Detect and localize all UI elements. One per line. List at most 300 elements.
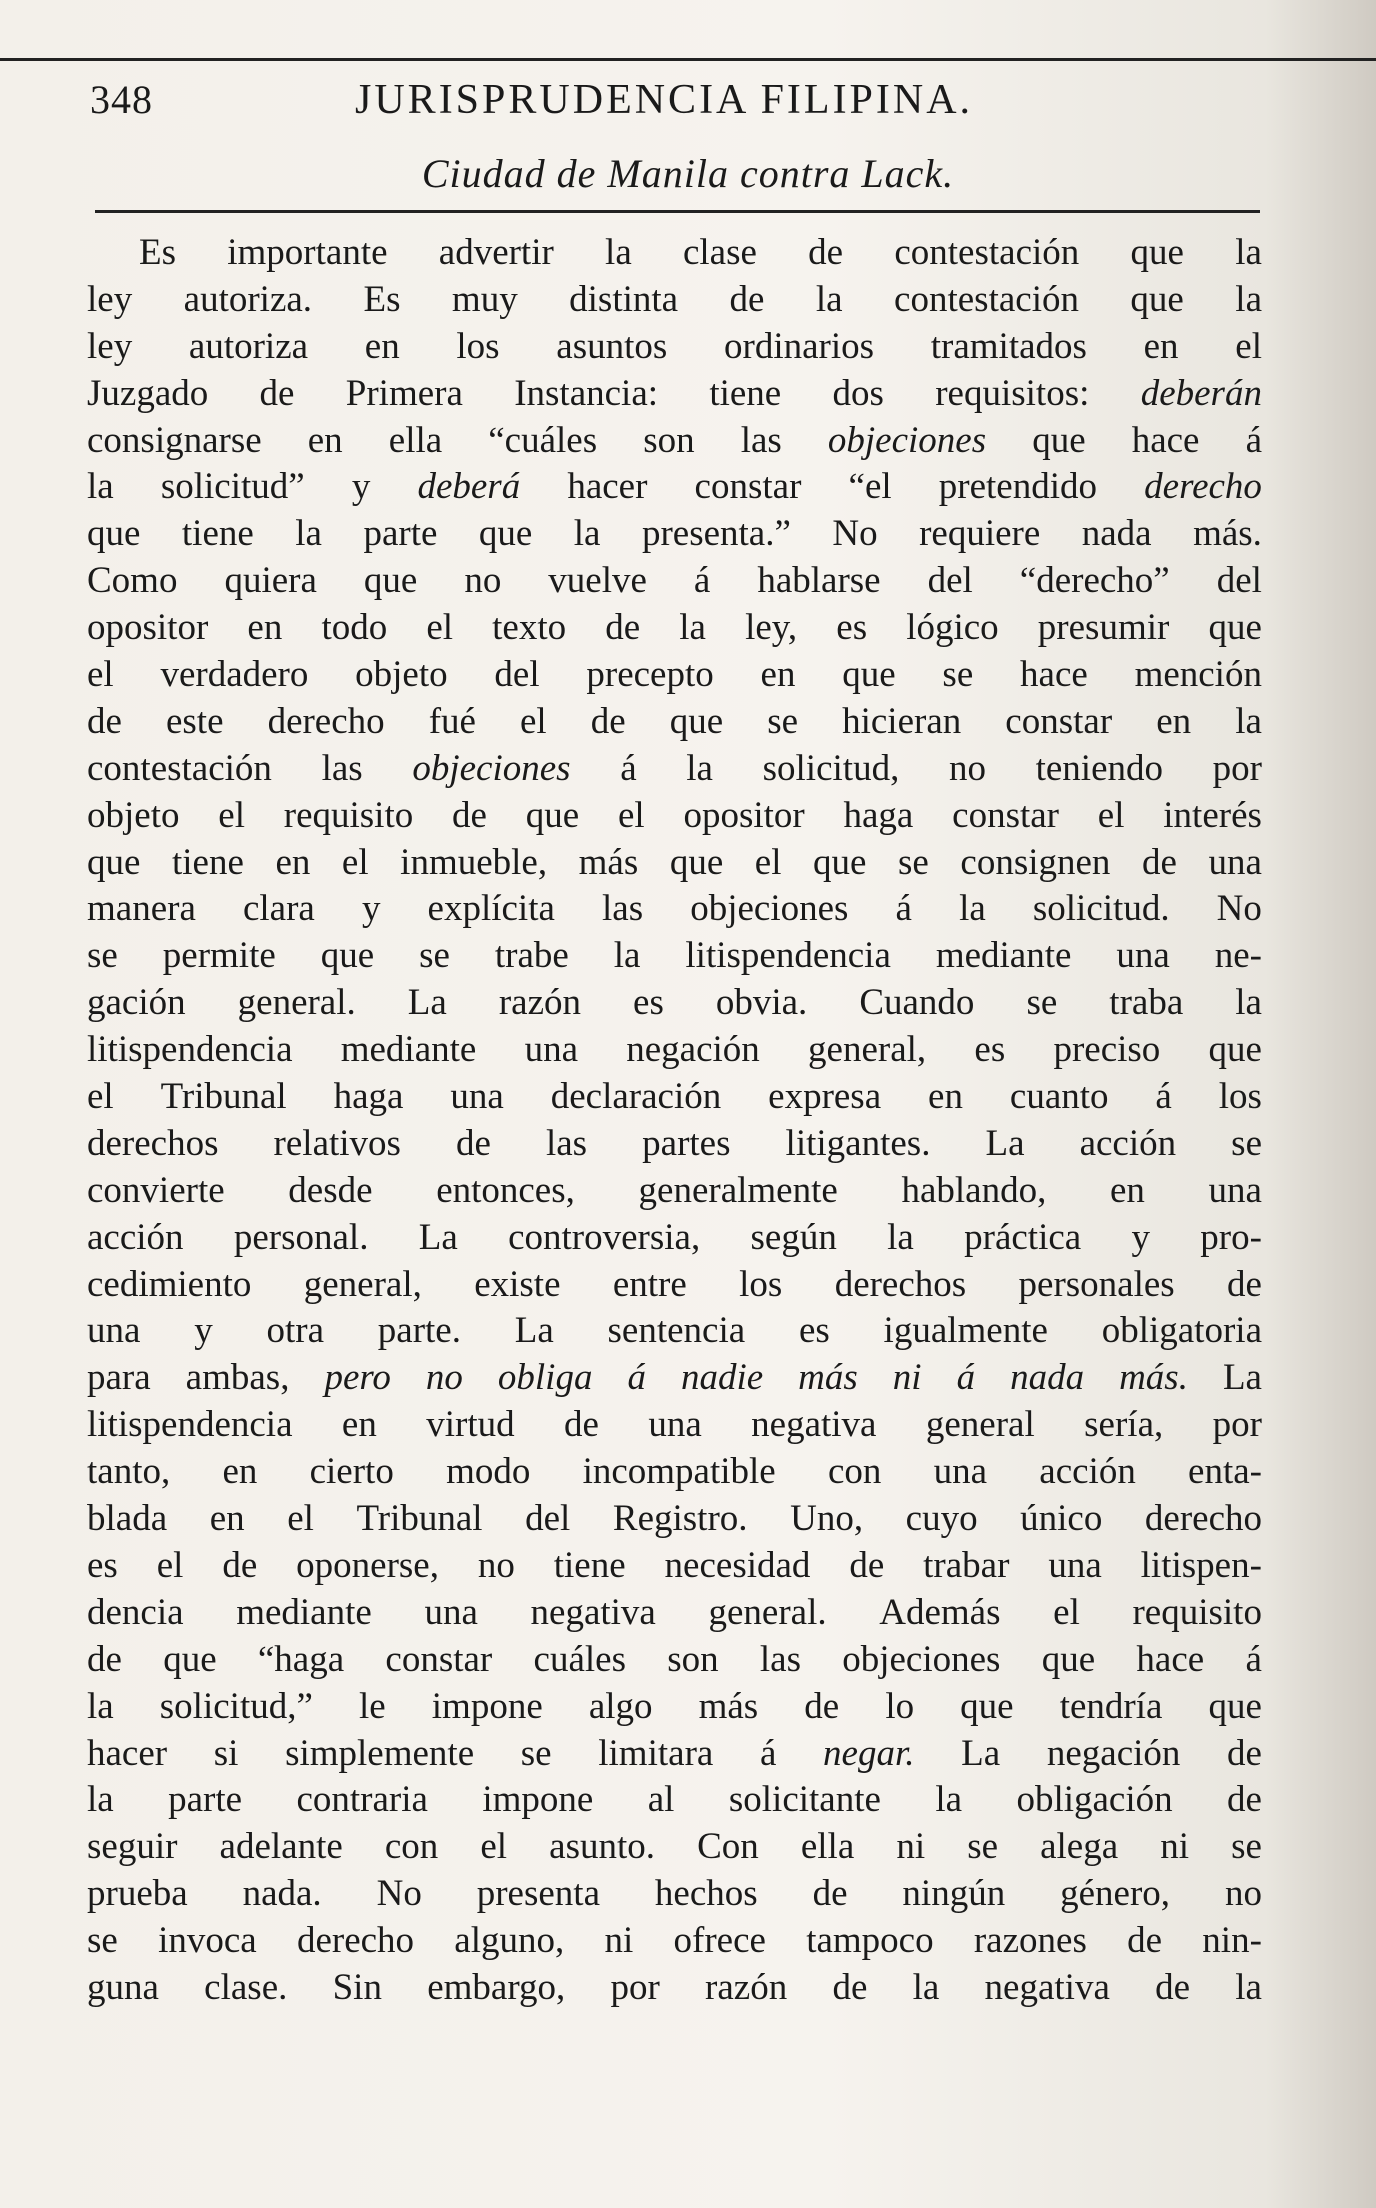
word: ley <box>87 278 133 320</box>
text-line <box>87 793 1262 840</box>
word: litispen- <box>1140 1544 1262 1586</box>
text-line <box>87 1824 1262 1871</box>
word: que <box>87 841 141 883</box>
word: solicitante <box>728 1779 881 1821</box>
word: único <box>1020 1498 1103 1540</box>
word: general. <box>708 1591 827 1633</box>
word: Tribunal <box>160 1076 287 1118</box>
word: una <box>1208 1169 1262 1211</box>
word: tiene <box>171 841 244 883</box>
word: No <box>832 513 878 555</box>
word: presenta.” <box>641 513 791 555</box>
word: ordinarios <box>724 325 875 367</box>
text-line <box>87 1496 1262 1543</box>
word: la <box>87 466 114 508</box>
text-line <box>87 418 1262 465</box>
word: deberá <box>417 466 521 508</box>
word: es <box>633 982 664 1024</box>
word: una <box>87 1310 141 1352</box>
word: manera <box>87 888 196 930</box>
word: el <box>87 654 114 696</box>
word: no <box>477 1544 515 1586</box>
word: más <box>798 1357 858 1399</box>
word: las <box>321 747 363 789</box>
word: objeciones <box>827 419 987 461</box>
word: general <box>925 1404 1035 1446</box>
word: ni <box>604 1920 634 1962</box>
word: se <box>520 1732 552 1774</box>
word: ni <box>896 1826 926 1868</box>
word: por <box>1212 1404 1262 1446</box>
word: La <box>961 1732 1001 1774</box>
word: Registro. <box>612 1498 748 1540</box>
word: de <box>812 1873 848 1915</box>
word: en <box>209 1498 245 1540</box>
word: mención <box>1134 654 1262 696</box>
word: de <box>456 1122 491 1164</box>
word: ella <box>800 1826 855 1868</box>
word: constar <box>694 466 802 508</box>
word: asunto. <box>549 1826 655 1868</box>
word: es <box>87 1544 118 1586</box>
word: parte <box>168 1779 243 1821</box>
word: advertir <box>438 232 554 273</box>
word: que <box>1032 419 1086 461</box>
word: consignarse <box>87 419 262 461</box>
word: según <box>750 1216 837 1258</box>
word: en <box>341 1404 377 1446</box>
case-title: Ciudad de Manila contra Lack. <box>421 151 955 196</box>
word: se <box>967 1826 999 1868</box>
text-line <box>87 1449 1262 1496</box>
word: teniendo <box>1035 747 1164 789</box>
text-line <box>87 464 1262 511</box>
word: práctica <box>964 1216 1082 1258</box>
word: solicitud,” <box>159 1685 313 1727</box>
word: á <box>627 1357 646 1399</box>
word: al <box>647 1779 675 1821</box>
word: una <box>1048 1544 1102 1586</box>
word: La <box>985 1122 1025 1164</box>
word: ni <box>892 1357 922 1399</box>
word: por <box>1212 747 1262 789</box>
word: y <box>1131 1216 1150 1258</box>
word: tiene <box>709 372 782 414</box>
word: objeto <box>355 654 448 696</box>
header-rule <box>95 210 1260 213</box>
word: pero <box>324 1357 391 1399</box>
word: Es <box>363 278 401 320</box>
word: cierto <box>309 1451 394 1493</box>
word: haga <box>333 1076 404 1118</box>
word: alguno, <box>454 1920 565 1962</box>
word: es <box>798 1310 830 1352</box>
word: el <box>1235 325 1262 367</box>
word: á <box>1155 1076 1172 1118</box>
word: de <box>605 607 641 649</box>
word: presumir <box>1037 607 1170 649</box>
text-line <box>87 1543 1262 1590</box>
word: incompatible <box>582 1451 776 1493</box>
word: que <box>813 841 867 883</box>
word: razón <box>498 982 581 1024</box>
word: clase. <box>204 1966 288 2008</box>
word: de <box>564 1404 599 1446</box>
word: y <box>361 888 381 930</box>
word: “haga <box>257 1638 345 1680</box>
word: parte <box>363 513 438 555</box>
word: La <box>418 1216 458 1258</box>
word: á <box>1245 419 1262 461</box>
word: una <box>450 1076 504 1118</box>
word: explícita <box>427 888 555 930</box>
word: hacer <box>87 1732 168 1774</box>
word: La <box>514 1310 554 1352</box>
word: del <box>927 560 973 602</box>
word: que <box>478 513 533 555</box>
word: No <box>376 1873 422 1915</box>
word: litispendencia <box>87 1029 293 1071</box>
word: de <box>1141 841 1177 883</box>
word: “cuáles <box>488 419 598 461</box>
word: la <box>1235 700 1262 742</box>
word: Como <box>87 560 178 602</box>
word: de <box>832 1966 868 2008</box>
word: para <box>87 1357 151 1399</box>
word: existe <box>474 1263 561 1305</box>
word: que <box>1041 1638 1096 1680</box>
word: quiera <box>224 560 317 602</box>
word: ni <box>1160 1826 1189 1868</box>
word: cuanto <box>1009 1076 1109 1118</box>
word: ningún <box>902 1873 1006 1915</box>
word: razones <box>973 1920 1087 1962</box>
word: que <box>842 654 896 696</box>
word: que <box>163 1638 217 1680</box>
word: los <box>456 325 500 367</box>
word: de <box>1155 1966 1191 2008</box>
word: el <box>1053 1591 1080 1633</box>
word: el <box>520 700 547 742</box>
word: contraria <box>296 1779 428 1821</box>
word: Primera <box>345 372 463 414</box>
word: constar <box>385 1638 493 1680</box>
word: en <box>760 654 796 696</box>
text-line <box>87 1402 1262 1449</box>
word: es <box>974 1029 1006 1071</box>
word: traba <box>1109 982 1184 1024</box>
word: de <box>590 700 626 742</box>
word: si <box>213 1732 239 1774</box>
word: á <box>1245 1638 1262 1680</box>
word: de <box>87 700 122 742</box>
word: oponerse, <box>296 1544 439 1586</box>
word: acción <box>1079 1122 1177 1164</box>
word: requisito <box>1132 1591 1262 1633</box>
word: más <box>698 1685 759 1727</box>
word: autoriza <box>188 325 309 367</box>
word: limitara <box>598 1732 714 1774</box>
word: hace <box>1136 1638 1205 1680</box>
word: los <box>1218 1076 1262 1118</box>
word: modo <box>446 1451 531 1493</box>
word: objeciones <box>412 747 571 789</box>
word: las <box>740 419 782 461</box>
word: de <box>729 278 765 320</box>
word: la <box>573 513 601 555</box>
word: guna <box>87 1966 159 2008</box>
word: hace <box>1020 654 1088 696</box>
word: á <box>895 888 912 930</box>
word: impone <box>482 1779 594 1821</box>
text-line <box>87 1637 1262 1684</box>
word: de <box>222 1544 258 1586</box>
word: de <box>849 1544 885 1586</box>
word: nada <box>1010 1357 1085 1399</box>
word: distinta <box>569 278 679 320</box>
word: á <box>759 1732 777 1774</box>
word: consignen <box>960 841 1111 883</box>
word: se <box>1026 982 1058 1024</box>
word: el <box>617 794 645 836</box>
word: ley <box>87 325 133 367</box>
word: lógico <box>906 607 999 649</box>
word: general. <box>237 982 356 1024</box>
word: nin- <box>1202 1920 1262 1962</box>
word: contestación <box>894 232 1080 273</box>
word: la <box>887 1216 914 1258</box>
word: objeciones <box>690 888 849 930</box>
word: blada <box>87 1498 168 1540</box>
word: obligación <box>1016 1779 1173 1821</box>
word: que <box>320 935 375 977</box>
text-line <box>87 230 1262 277</box>
word: la <box>679 607 706 649</box>
word: las <box>759 1638 801 1680</box>
word: personal. <box>233 1216 369 1258</box>
word: derecho <box>1144 1498 1262 1540</box>
word: relativos <box>273 1122 401 1164</box>
word: se <box>419 935 450 977</box>
text-line <box>87 324 1262 371</box>
word: gación <box>87 982 186 1024</box>
word: la <box>605 232 632 273</box>
word: tanto, <box>87 1451 171 1493</box>
word: las <box>602 888 644 930</box>
text-line <box>87 933 1262 980</box>
word: la <box>815 278 843 320</box>
word: de <box>452 794 487 836</box>
word: que <box>669 841 724 883</box>
word: embargo, <box>427 1966 566 2008</box>
word: clase <box>682 232 757 273</box>
word: entre <box>612 1263 687 1305</box>
word: por <box>610 1966 660 2008</box>
word: de <box>259 372 295 414</box>
word: negar. <box>823 1732 915 1774</box>
word: “el <box>848 466 892 508</box>
word: se <box>87 1920 118 1962</box>
word: Con <box>697 1826 759 1868</box>
word: hechos <box>654 1873 758 1915</box>
text-line <box>87 1731 1262 1778</box>
word: más. <box>1193 513 1262 555</box>
text-line <box>87 1590 1262 1637</box>
word: los <box>739 1263 783 1305</box>
word: negación <box>626 1029 760 1071</box>
word: negativa <box>530 1591 656 1633</box>
word: mediante <box>935 935 1072 977</box>
word: obligatoria <box>1101 1310 1262 1352</box>
word: cedimiento <box>87 1263 252 1305</box>
word: la <box>1235 1966 1262 2008</box>
text-line <box>87 699 1262 746</box>
word: tampoco <box>806 1920 934 1962</box>
word: derecho <box>1144 466 1262 508</box>
word: desde <box>288 1169 373 1211</box>
text-line <box>87 558 1262 605</box>
word: igualmente <box>883 1310 1048 1352</box>
word: negación <box>1046 1732 1181 1774</box>
word: son <box>643 419 695 461</box>
word: importante <box>227 232 388 273</box>
word: de <box>1227 1732 1262 1774</box>
word: adelante <box>219 1826 343 1868</box>
word: contestación <box>87 747 272 789</box>
word: sería, <box>1084 1404 1164 1446</box>
word: enta- <box>1188 1451 1262 1493</box>
word: no <box>948 747 986 789</box>
word: precepto <box>586 654 714 696</box>
word: una <box>424 1591 478 1633</box>
word: opositor <box>87 607 209 649</box>
word: mediante <box>340 1029 477 1071</box>
word: trabe <box>494 935 569 977</box>
word: en <box>928 1076 963 1118</box>
word: vuelve <box>548 560 647 602</box>
word: con <box>384 1826 439 1868</box>
word: que <box>87 513 141 555</box>
word: contestación <box>894 278 1079 320</box>
word: que <box>1208 1029 1262 1071</box>
word: otra <box>266 1310 324 1352</box>
word: razón <box>705 1966 788 2008</box>
word: personales <box>1018 1263 1175 1305</box>
word: Es <box>139 232 176 273</box>
word: Además <box>879 1591 1001 1633</box>
word: una <box>1116 935 1170 977</box>
word: litispendencia <box>87 1404 293 1446</box>
word: del <box>525 1498 571 1540</box>
word: controversia, <box>508 1216 701 1258</box>
word: obliga <box>497 1357 593 1399</box>
word: se <box>942 654 974 696</box>
word: Juzgado <box>87 372 209 414</box>
word: de <box>804 1685 840 1727</box>
word: derecho <box>296 1920 415 1962</box>
word: derecho <box>267 700 385 742</box>
word: que <box>1130 232 1184 273</box>
word: no <box>464 560 502 602</box>
word: nada <box>1081 513 1152 555</box>
word: que <box>525 794 580 836</box>
word: en <box>275 841 311 883</box>
word: se <box>767 700 799 742</box>
word: solicitud. <box>1032 888 1170 930</box>
word: interés <box>1163 794 1262 836</box>
word: el <box>341 841 369 883</box>
text-line <box>87 1965 1262 2012</box>
word: invoca <box>158 1920 257 1962</box>
word: autoriza. <box>183 278 313 320</box>
text-line <box>87 1918 1262 1965</box>
word: algo <box>588 1685 653 1727</box>
text-line <box>87 1871 1262 1918</box>
word: á <box>620 747 637 789</box>
word: requisitos: <box>935 372 1090 414</box>
word: de <box>1227 1779 1262 1821</box>
word: que <box>960 1685 1014 1727</box>
running-title: JURISPRUDENCIA FILIPINA. <box>355 77 974 123</box>
word: en <box>1143 325 1179 367</box>
word: se <box>898 841 929 883</box>
word: son <box>667 1638 719 1680</box>
word: que <box>669 700 724 742</box>
word: clara <box>242 888 315 930</box>
word: Cuando <box>859 982 975 1024</box>
word: no <box>425 1357 463 1399</box>
word: el <box>480 1826 508 1868</box>
word: más <box>578 841 639 883</box>
body-text <box>87 230 1262 2012</box>
word: objeto <box>87 794 180 836</box>
text-line <box>87 1074 1262 1121</box>
word: parte. <box>377 1310 461 1352</box>
word: la <box>1235 278 1262 320</box>
word: tiene <box>553 1544 626 1586</box>
word: ofrece <box>673 1920 766 1962</box>
text-line <box>87 980 1262 1027</box>
word: obvia. <box>715 982 808 1024</box>
word: en <box>364 325 400 367</box>
word: cuyo <box>905 1498 978 1540</box>
word: con <box>827 1451 882 1493</box>
word: Tribunal <box>356 1498 483 1540</box>
word: negativa <box>751 1404 877 1446</box>
word: constar <box>952 794 1059 836</box>
word: cuáles <box>533 1638 626 1680</box>
word: fué <box>428 700 476 742</box>
word: Sin <box>332 1966 382 2008</box>
word: en <box>1109 1169 1145 1211</box>
word: de <box>1127 1920 1163 1962</box>
word: le <box>358 1685 386 1727</box>
text-line <box>87 1215 1262 1262</box>
word: ne- <box>1214 935 1262 977</box>
word: haga <box>843 794 914 836</box>
word: acción <box>1039 1451 1136 1493</box>
word: género, <box>1060 1873 1171 1915</box>
word: no <box>1224 1873 1262 1915</box>
word: negativa <box>984 1966 1110 2008</box>
word: constar <box>1005 700 1113 742</box>
word: ella <box>388 419 443 461</box>
word: ley, <box>745 607 798 649</box>
text-line <box>87 605 1262 652</box>
text-line <box>87 1777 1262 1824</box>
word: trabar <box>923 1544 1010 1586</box>
word: que <box>1208 607 1262 649</box>
